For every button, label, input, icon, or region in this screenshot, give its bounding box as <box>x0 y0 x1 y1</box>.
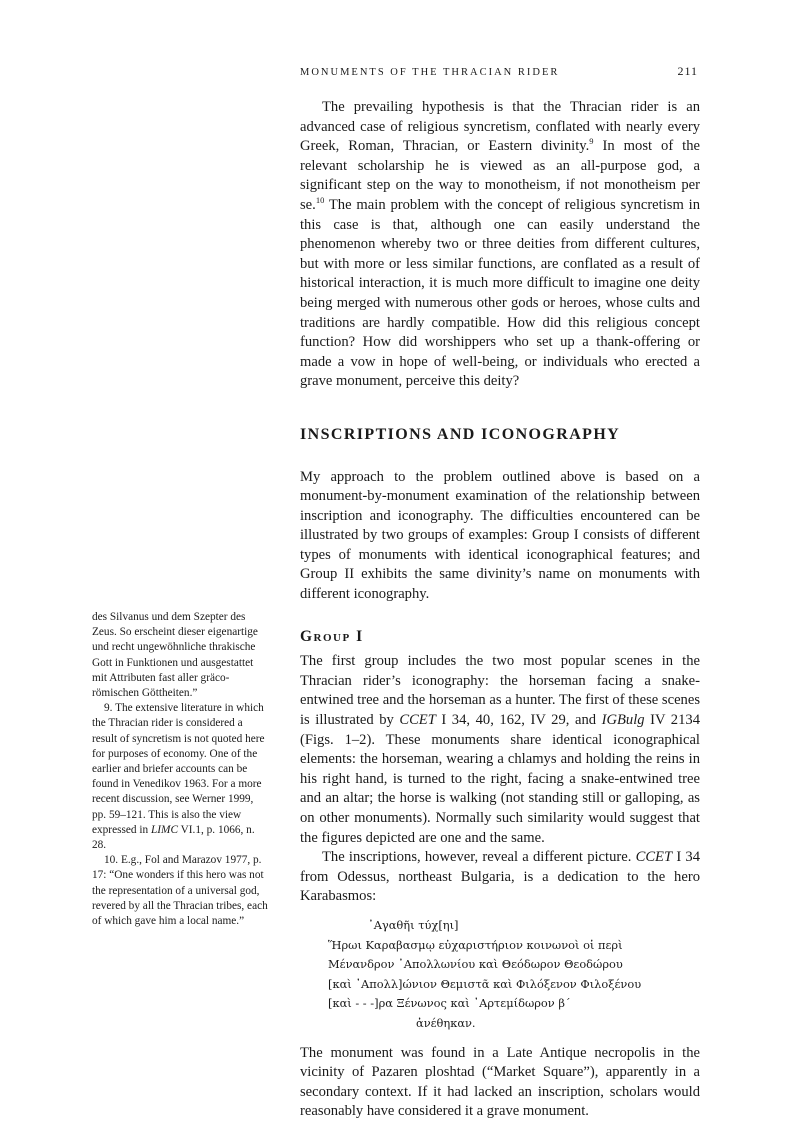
footnote-continued: des Silvanus und dem Szepter des Zeus. So erscheint dieser eigenartige und recht ungewöhnliche thrakische Gott in Funktionen und ausgestattet mit Attributen fast aller gräco-römischen Göttheiten.” <box>92 611 258 700</box>
group1-p1-text-c: IV 2134 (Figs. 1–2). These monuments share identical iconographical elements: the horseman, wearing a chlamys and holding the reins in his right hand, is turned to the right, facing a snake-entwined tree and an altar; the horse is walking (not standing still or galloping, as on other monuments). Normally such similarity would suggest that the figures depicted are one and the same. <box>300 712 700 846</box>
inscription-line: [καὶ ᾿Απολλ]ώνιον Θεμιστᾶ καὶ Φιλόξενον Φιλοξένου <box>328 976 642 991</box>
footnote-9 <box>92 701 268 853</box>
citation-ccet: CCET <box>399 712 436 729</box>
footnote-10-text: E.g., Fol and Marazov 1977, p. 17: “One wonders if this hero was not the representation of a universal god, revered by all the Thracian tribes, each of which gave him a local name.” <box>92 854 268 928</box>
footnote-10-number: 10. <box>104 854 119 867</box>
footnote-9-number: 9. <box>104 702 113 715</box>
group1-paragraph-2 <box>300 848 700 907</box>
footnote-ref-10[interactable]: 10 <box>315 195 325 206</box>
intro-text-b: In most of the relevant scholarship he is viewed as an all-purpose god, a significant step on the way to monotheism, if not monotheism per se. <box>300 138 701 213</box>
footnotes <box>92 610 268 929</box>
group1-p2-text-b: I 34 from Odessus, northeast Bulgaria, is a dedication to the hero Karabasmos: <box>300 849 700 905</box>
citation-igbulg: IGBulg <box>601 712 645 729</box>
group1-p2-text-a: The inscriptions, however, reveal a different picture. <box>322 849 636 866</box>
inscription-line: [καὶ - - -]ρα Ξένωνος καὶ ᾿Αρτεμίδωρον β´ <box>328 996 571 1011</box>
group1-p1-text-b: I 34, 40, 162, IV 29, and <box>435 712 602 729</box>
intro-paragraph <box>300 98 700 392</box>
main-text-column <box>300 98 700 1122</box>
running-head <box>300 64 698 79</box>
inscription-line: ᾿Αγαθῆι τύχ[ηι] <box>368 917 459 932</box>
group1-paragraph-1 <box>300 652 700 848</box>
intro-text-c: The main problem with the concept of religious syncretism in this case is that, although one can easily understand the phenomenon whereby two or three deities from different cultures, but with more or less similar functions, are conflated as a result of historical interaction, it is much more difficult to imagine one deity being merged with numerous other gods or heroes, whose cults and traditions are hardly compatible. How did this religious concept function? How did worshippers who set up a thank-offering or made a vow in hope of well-being, or individuals who erected a grave monument, perceive this deity? <box>300 196 700 390</box>
intro-text-a: The prevailing hypothesis is that the Thracian rider is an advanced case of religious syncretism, conflated with nearly every Greek, Roman, Thracian, or Eastern divinity. <box>300 99 700 155</box>
section-paragraph: My approach to the problem outlined above is based on a monument-by-monument examination of the relationship between inscription and iconography. The difficulties encountered can be illustrated by two groups of examples: Group I consists of different types of monuments with identical iconographical features; and Group II exhibits the same divinity’s name on monuments with different iconography. <box>300 468 700 603</box>
page-number: 211 <box>677 64 698 78</box>
inscription-line: Ἥρωι Καραβασμῳ εὐχαριστήριον κοινωνοὶ οἱ περὶ <box>328 937 623 952</box>
footnote-10 <box>92 853 268 929</box>
inscription-line: ἀνέθηκαν. <box>416 1015 476 1030</box>
citation-limc: LIMC <box>150 823 178 836</box>
footnote-9-text-a: The extensive literature in which the Thracian rider is considered a result of syncretism is not quoted here for purposes of economy. One of the earlier and briefer accounts can be found in Venedikov 1963. For a more recent discussion, see Werner 1999, pp. 59–121. This is also the view expressed in <box>92 702 265 836</box>
inscription-line: Μένανδρον ᾿Απολλωνίου καὶ Θεόδωρον Θεοδώρου <box>328 957 623 972</box>
group1-p1-text-a: The first group includes the two most popular scenes in the Thracian rider’s iconography: the horseman facing a snake-entwined tree and the horseman as a hunter. The first of these scenes is illustrated by <box>300 653 700 729</box>
running-head-title: MONUMENTS OF THE THRACIAN RIDER <box>300 67 560 78</box>
greek-inscription <box>328 916 700 1034</box>
section-heading: INSCRIPTIONS AND ICONOGRAPHY <box>300 425 621 443</box>
footnote-9-text-b: VI.1, p. 1066, n. 28. <box>92 823 255 852</box>
subsection-heading: Group I <box>300 627 364 645</box>
footnote-ref-9[interactable]: 9 <box>589 136 594 147</box>
citation-ccet-2: CCET <box>635 849 673 866</box>
group1-paragraph-3: The monument was found in a Late Antique necropolis in the vicinity of Pazaren ploshtad (“Market Square”), apparently in a secondary context. If it had lacked an inscription, scholars would reasonably have considered it a grave monument. <box>300 1044 700 1120</box>
